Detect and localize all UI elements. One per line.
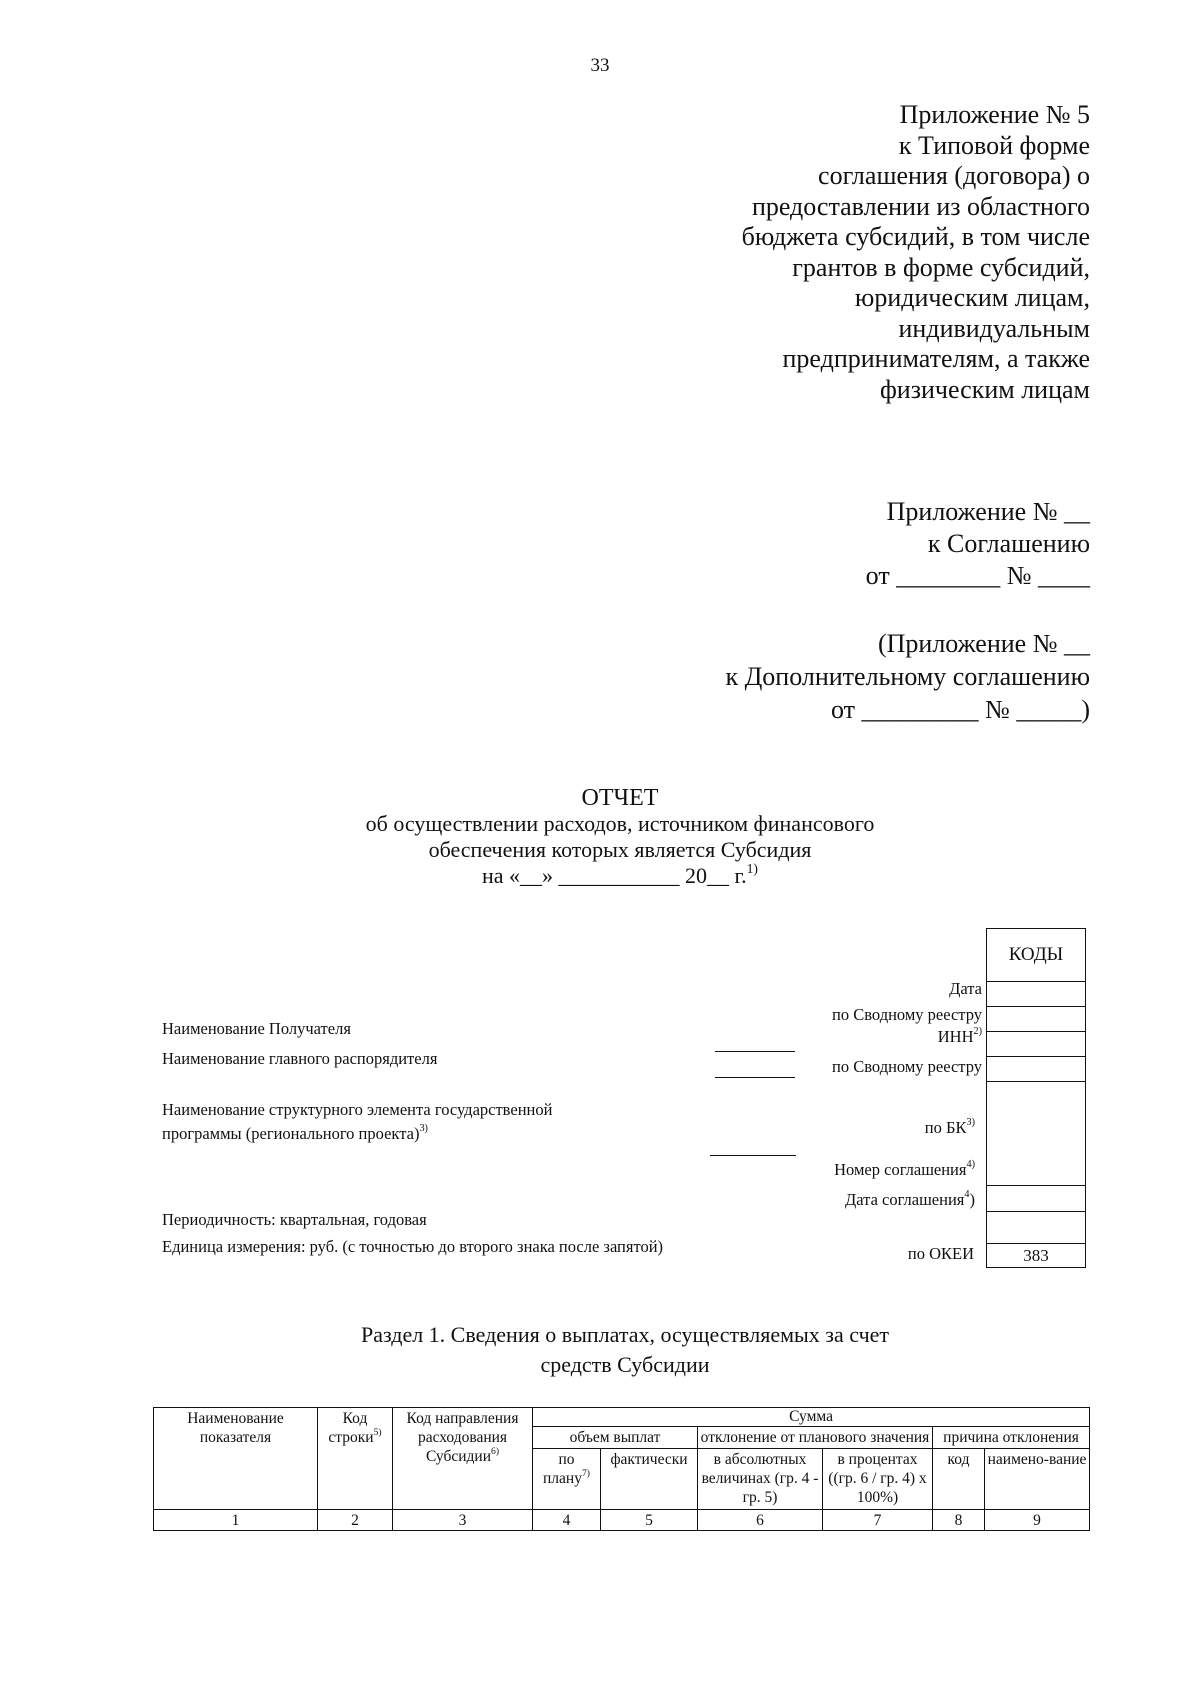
agreement-reference	[866, 496, 1090, 592]
section-title-line: Раздел 1. Сведения о выплатах, осуществляемых за счет	[360, 1322, 890, 1347]
sub-header-actual: фактически	[601, 1449, 698, 1510]
report-heading: ОТЧЕТ	[581, 785, 659, 811]
col-header-code: Код строки$^{5)}$	[318, 1408, 393, 1510]
label-agreement-date: Дата соглашения$^4$)	[845, 1189, 975, 1209]
sub-header-code: код	[933, 1449, 985, 1510]
agreement-ref-line: от ________ № ____	[865, 561, 1090, 590]
code-cell-registry2	[987, 1056, 1085, 1081]
label-inn: ИНН$^{2)}$	[937, 1026, 982, 1046]
report-title-line: обеспечения которых является Субсидия	[428, 837, 812, 862]
periodicity-label: Периодичность: квартальная, годовая	[162, 1210, 427, 1229]
label-bk: по БК$^{3)}$	[924, 1117, 975, 1137]
group-payments: объем выплат	[533, 1427, 698, 1449]
codes-header: КОДЫ	[1008, 944, 1064, 965]
program-label-line1: Наименование структурного элемента государственной	[162, 1100, 553, 1119]
column-number: 2	[318, 1510, 393, 1531]
col-header-sum: Сумма	[533, 1408, 1090, 1427]
report-date-line: на «__» ___________ 20__ г.$^{1)}$	[482, 861, 758, 888]
page-number: 33	[590, 55, 610, 76]
additional-ref-line: (Приложение № __	[877, 629, 1090, 658]
column-number: 9	[985, 1510, 1090, 1531]
program-blank[interactable]	[710, 1155, 796, 1156]
code-cell-date	[987, 981, 1085, 1006]
appendix-line: бюджета субсидий, в том числе	[741, 222, 1090, 251]
unit-label: Единица измерения: руб. (с точностью до второго знака после запятой)	[162, 1237, 664, 1256]
column-number: 6	[698, 1510, 823, 1531]
sub-header-absolute: в абсолютных величинах (гр. 4 - гр. 5)	[698, 1449, 823, 1510]
sub-header-percent: в процентах ((гр. 6 / гр. 4) x 100%)	[823, 1449, 933, 1510]
column-number: 4	[533, 1510, 601, 1531]
appendix-line: грантов в форме субсидий,	[792, 252, 1090, 282]
appendix-line: предпринимателям, а также	[782, 344, 1090, 373]
payments-table	[153, 1407, 1090, 1531]
appendix-line: Приложение № 5	[899, 100, 1090, 129]
column-number: 8	[933, 1510, 985, 1531]
report-title-line: об осуществлении расходов, источником финансового	[365, 811, 875, 836]
recipient-blank[interactable]	[715, 1051, 795, 1052]
code-cell-registry1	[987, 1006, 1085, 1031]
appendix-line: юридическим лицам,	[854, 283, 1090, 312]
label-registry-1: по Сводному реестру	[832, 1005, 982, 1024]
code-cell-inn	[987, 1031, 1085, 1056]
code-cell-agreement-number	[987, 1185, 1085, 1211]
appendix-line: соглашения (договора) о	[818, 161, 1090, 190]
appendix-header	[742, 100, 1090, 405]
col-header-direction: Код направления расходования Субсидии$^{6)}$	[393, 1408, 533, 1510]
label-date: Дата	[949, 979, 982, 998]
report-title	[0, 785, 1200, 889]
label-agreement-number: Номер соглашения$^{4)}$	[834, 1159, 975, 1179]
program-label-line2: программы (регионального проекта)$^{3)}$	[162, 1123, 428, 1143]
column-number: 1	[154, 1510, 318, 1531]
codes-box	[986, 928, 1086, 1268]
code-cell-okei: 383	[987, 1243, 1085, 1269]
appendix-line: предоставлении из областного	[751, 191, 1090, 221]
column-number: 7	[823, 1510, 933, 1531]
column-numbers-row	[154, 1510, 1090, 1531]
label-registry-2: по Сводному реестру	[832, 1057, 982, 1076]
col-header-name: Наименование показателя	[154, 1408, 318, 1510]
additional-ref-line: от _________ № _____)	[831, 695, 1090, 724]
code-cell-bk	[987, 1081, 1085, 1185]
group-deviation: отклонение от планового значения	[698, 1427, 933, 1449]
appendix-line: к Типовой форме	[898, 130, 1090, 160]
appendix-line: индивидуальным	[898, 313, 1090, 343]
column-number: 3	[393, 1510, 533, 1531]
agreement-ref-line: Приложение № __	[886, 497, 1090, 526]
column-number: 5	[601, 1510, 698, 1531]
manager-label: Наименование главного распорядителя	[162, 1049, 438, 1068]
code-cell-agreement-date	[987, 1211, 1085, 1243]
recipient-label: Наименование Получателя	[162, 1019, 351, 1038]
section-title-line: средств Субсидии	[540, 1352, 710, 1377]
group-reason: причина отклонения	[933, 1427, 1090, 1449]
additional-ref-line: к Дополнительному соглашению	[725, 662, 1090, 691]
sub-header-name: наимено-вание	[985, 1449, 1090, 1510]
agreement-ref-line: к Соглашению	[927, 529, 1090, 558]
sub-header-plan: по плану$^{7)}$	[533, 1449, 601, 1510]
section-1-title	[0, 1320, 1200, 1380]
additional-agreement-reference	[725, 627, 1090, 726]
appendix-line: физическим лицам	[879, 374, 1090, 404]
manager-blank[interactable]	[715, 1077, 795, 1078]
label-okei: по ОКЕИ	[907, 1244, 974, 1263]
